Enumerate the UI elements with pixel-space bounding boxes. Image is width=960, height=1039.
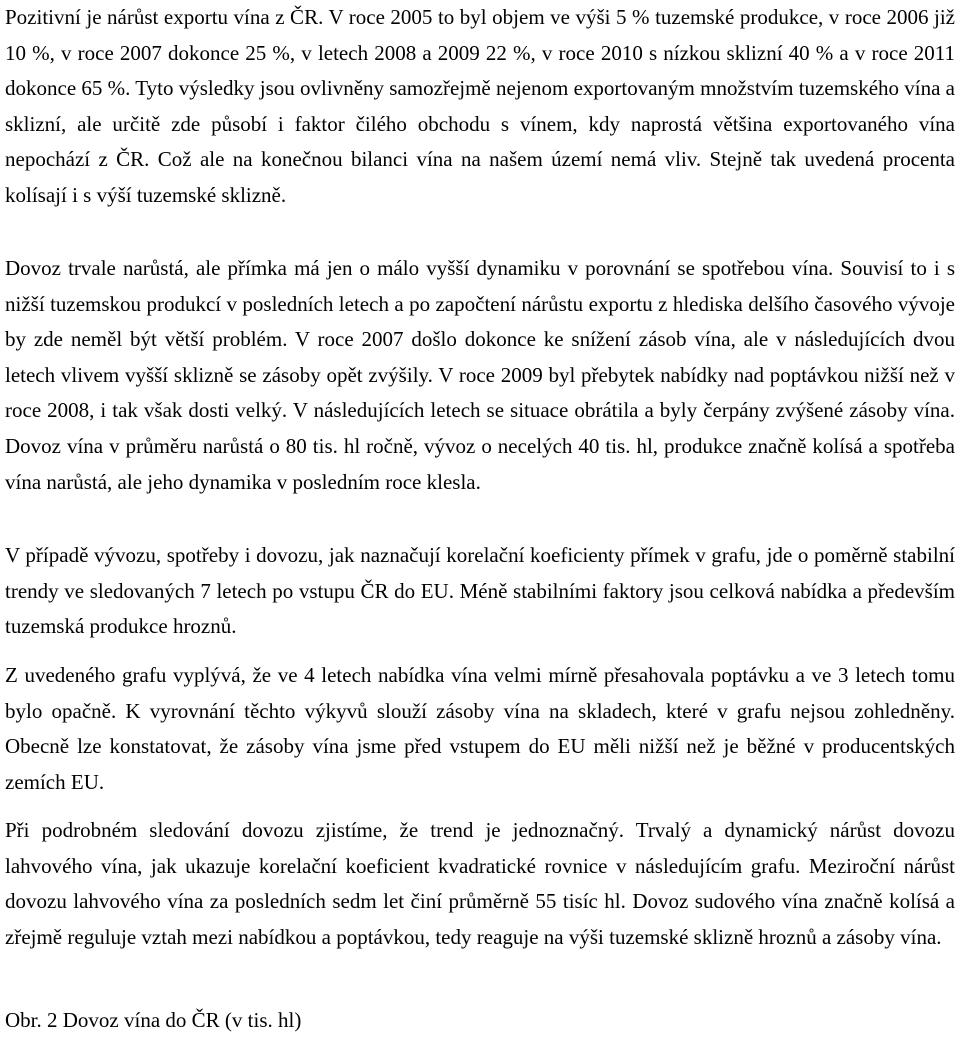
paragraph-bottled-wine: Při podrobném sledování dovozu zjistíme, že trend je jednoznačný. Trvalý a dynamický nárůst dovozu lahvového vína, jak ukazuje korelační koeficient kvadratické rovnice v následujícím grafu. Meziroční nárůst dovozu lahvového vína za posledních sedm let činí průměrně 55 tisíc hl. Dovoz sudového vína značně kolísá a zřejmě reguluje vztah mezi nabídkou a poptávkou, tedy reaguje na výši tuzemské sklizně hroznů a zásoby vína. bbox=[5, 818, 955, 949]
paragraph-trends: V případě vývozu, spotřeby i dovozu, jak naznačují korelační koeficienty přímek v grafu, jde o poměrně stabilní trendy ve sledovaných 7 letech po vstupu ČR do EU. Méně stabilními faktory jsou celková nabídka a především tuzemská produkce hroznů. bbox=[5, 543, 955, 639]
paragraph-export: Pozitivní je nárůst exportu vína z ČR. V roce 2005 to byl objem ve výši 5 % tuzemské produkce, v roce 2006 již 10 %, v roce 2007 dokonce 25 %, v letech 2008 a 2009 22 %, v roce 2010 s nízkou sklizní 40 % a v roce 2011 dokonce 65 %. Tyto výsledky jsou ovlivněny samozřejmě nejenom exportovaným množstvím tuzemského vína a sklizní, ale určitě zde působí i faktor čilého obchodu s vínem, kdy naprostá většina exportovaného vína nepochází z ČR. Což ale na konečnou bilanci vína na našem území nemá vliv. Stejně tak uvedená procenta kolísají i s výší tuzemské sklizně. bbox=[5, 5, 955, 207]
paragraph-import: Dovoz trvale narůstá, ale přímka má jen o málo vyšší dynamiku v porovnání se spotřebou vína. Souvisí to i s nižší tuzemskou produkcí v posledních letech a po započtení nárůstu exportu z hlediska delšího časového vývoje by zde neměl být větší problém. V roce 2007 došlo dokonce ke snížení zásob vína, ale v následujících dvou letech vlivem vyšší sklizně se zásoby opět zvýšily. V roce 2009 byl přebytek nabídky nad poptávkou nižší než v roce 2008, i tak však dosti velký. V následujících letech se situace obrátila a byly čerpány zvýšené zásoby vína. Dovoz vína v průměru narůstá o 80 tis. hl ročně, vývoz o necelých 40 tis. hl, produkce značně kolísá a spotřeba vína narůstá, ale jeho dynamika v posledním roce klesla. bbox=[5, 256, 955, 494]
paragraph-supply-demand: Z uvedeného grafu vyplývá, že ve 4 letech nabídka vína velmi mírně přesahovala poptávku a ve 3 letech tomu bylo opačně. K vyrovnání těchto výkyvů slouží zásoby vína na skladech, které v grafu nejsou zohledněny. Obecně lze konstatovat, že zásoby vína jsme před vstupem do EU měli nižší než je běžné v producentských zemích EU. bbox=[5, 663, 955, 794]
figure-caption: Obr. 2 Dovoz vína do ČR (v tis. hl) bbox=[5, 1008, 302, 1032]
